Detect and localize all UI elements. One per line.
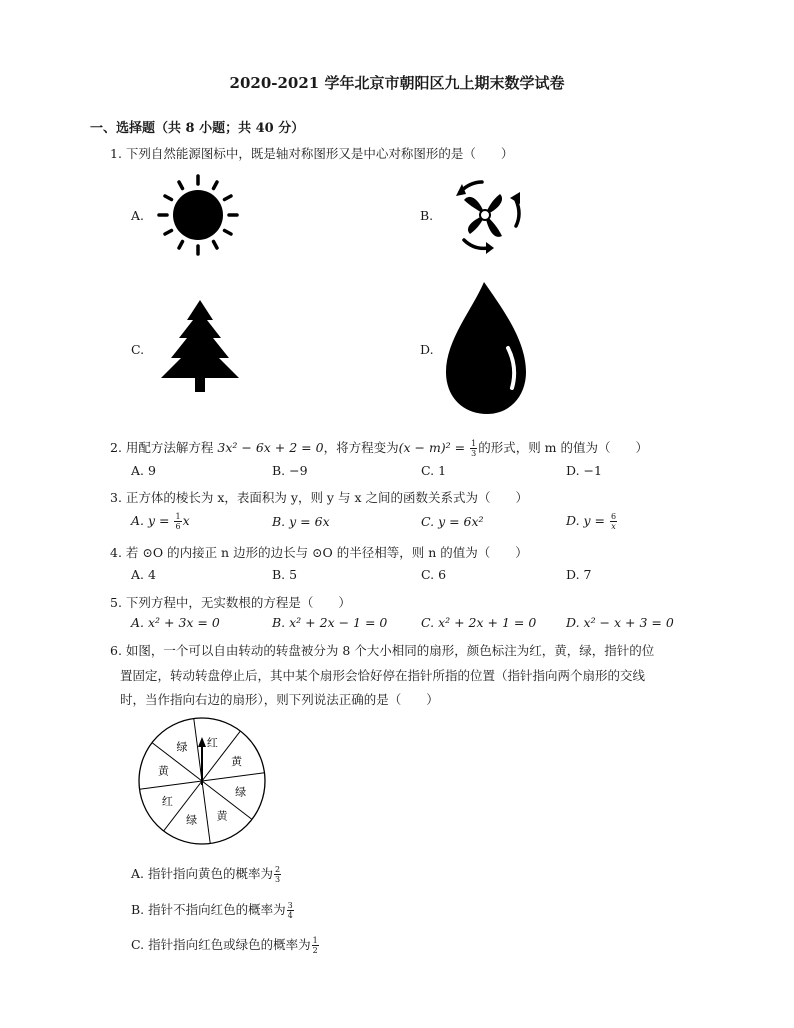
q3-option-d	[566, 512, 618, 531]
question-4-stem: 4. 若 ⊙O 的内接正 n 边形的边长与 ⊙O 的半径相等，则 n 的值为（ ）	[110, 545, 528, 560]
spinner-diagram	[134, 713, 270, 849]
q3-d-fraction	[610, 512, 617, 531]
spinner-sector-label: 红	[206, 736, 218, 750]
q2-stem-mid: ，将方程变为	[323, 440, 399, 455]
q6-c-denominator: 2	[312, 946, 318, 955]
q6-a-denominator: 3	[274, 875, 281, 884]
q6-a-numerator: 2	[274, 865, 281, 874]
q2-form: (x − m)² =	[398, 440, 470, 455]
q5-option-d: D. x² − x + 3 = 0	[566, 615, 674, 630]
question-1-stem: 1. 下列自然能源图标中，既是轴对称图形又是中心对称图形的是（ ）	[110, 146, 514, 161]
q2-option-d: D. −1	[566, 463, 602, 478]
q3-a-fraction	[174, 512, 181, 531]
section-heading: 一、选择题（共 8 小题；共 40 分）	[90, 121, 305, 136]
q6-a-text: A. 指针指向黄色的概率为	[131, 866, 273, 881]
q3-d-numerator: 6	[611, 512, 617, 521]
question-6-line-2: 置固定，转动转盘停止后，其中某个扇形会恰好停在指针所指的位置（指针指向两个扇形的交线	[120, 668, 646, 683]
q3-option-c: C. y = 6x²	[421, 514, 484, 529]
q2-option-a: A. 9	[131, 463, 156, 478]
q1-option-a-label: A.	[131, 208, 145, 223]
q4-option-a: A. 4	[131, 567, 156, 582]
q6-b-numerator: 3	[287, 901, 293, 910]
q2-frac-denominator: 3	[471, 449, 477, 458]
q2-frac-numerator: 1	[471, 439, 477, 448]
q3-a-denominator: 6	[175, 522, 181, 531]
q4-option-c: C. 6	[421, 567, 447, 582]
q3-a-numerator: 1	[175, 512, 181, 521]
q2-fraction	[470, 439, 477, 458]
question-2-stem	[110, 438, 648, 458]
tree-icon	[155, 298, 245, 394]
q6-a-fraction	[274, 865, 281, 884]
spinner-sector-label: 黄	[157, 764, 169, 778]
q4-option-b: B. 5	[272, 567, 298, 582]
q6-option-c	[131, 935, 320, 955]
q1-option-d-label: D.	[420, 342, 434, 357]
sun-icon	[153, 170, 243, 260]
spinner-sector-label: 红	[161, 795, 173, 808]
q6-b-text: B. 指针不指向红色的概率为	[131, 902, 286, 917]
pinwheel-icon	[440, 170, 530, 260]
q6-b-fraction	[287, 901, 294, 920]
spinner-sector-label: 绿	[186, 813, 198, 827]
question-6-line-1: 6. 如图，一个可以自由转动的转盘被分为 8 个大小相同的扇形，颜色标注为红，黄，绿，指针的位	[110, 643, 655, 658]
q3-a-post: x	[182, 513, 190, 528]
q2-equation: 3x² − 6x + 2 = 0	[217, 440, 324, 455]
q2-option-c: C. 1	[421, 463, 447, 478]
q6-c-fraction	[312, 936, 319, 955]
q2-stem-post: 的形式，则 m 的值为（ ）	[478, 440, 649, 455]
q1-option-b-label: B.	[420, 208, 434, 223]
q6-option-a	[131, 864, 282, 884]
q2-option-b: B. −9	[272, 463, 308, 478]
spinner-sector-label: 绿	[176, 740, 188, 754]
question-6-line-3: 时，当作指向右边的扇形），则下列说法正确的是（ ）	[120, 692, 439, 707]
q3-option-a	[131, 512, 190, 531]
q5-option-c: C. x² + 2x + 1 = 0	[421, 615, 537, 630]
q3-option-b: B. y = 6x	[272, 514, 330, 529]
q4-option-d: D. 7	[566, 567, 592, 582]
q5-option-b: B. x² + 2x − 1 = 0	[272, 615, 388, 630]
q2-stem-pre: 2. 用配方法解方程	[110, 440, 214, 455]
q3-d-denominator: x	[611, 522, 616, 531]
q5-option-a: A. x² + 3x = 0	[131, 615, 220, 630]
q3-a-pre: A. y =	[131, 513, 174, 528]
water-drop-icon	[442, 280, 532, 418]
q6-c-numerator: 1	[312, 936, 318, 945]
q6-option-b	[131, 900, 295, 920]
q1-option-c-label: C.	[131, 342, 145, 357]
q3-d-pre: D. y =	[566, 513, 610, 528]
spinner-sector-label: 黄	[216, 809, 228, 823]
spinner-sector-label: 黄	[231, 755, 243, 768]
q6-c-text: C. 指针指向红色或绿色的概率为	[131, 937, 311, 952]
question-3-stem: 3. 正方体的棱长为 x，表面积为 y，则 y 与 x 之间的函数关系式为（ ）	[110, 490, 528, 505]
spinner-sector-label: 绿	[235, 785, 247, 799]
question-5-stem: 5. 下列方程中，无实数根的方程是（ ）	[110, 595, 351, 610]
q6-b-denominator: 4	[287, 911, 293, 920]
page-title: 2020-2021 学年北京市朝阳区九上期末数学试卷	[229, 74, 565, 92]
